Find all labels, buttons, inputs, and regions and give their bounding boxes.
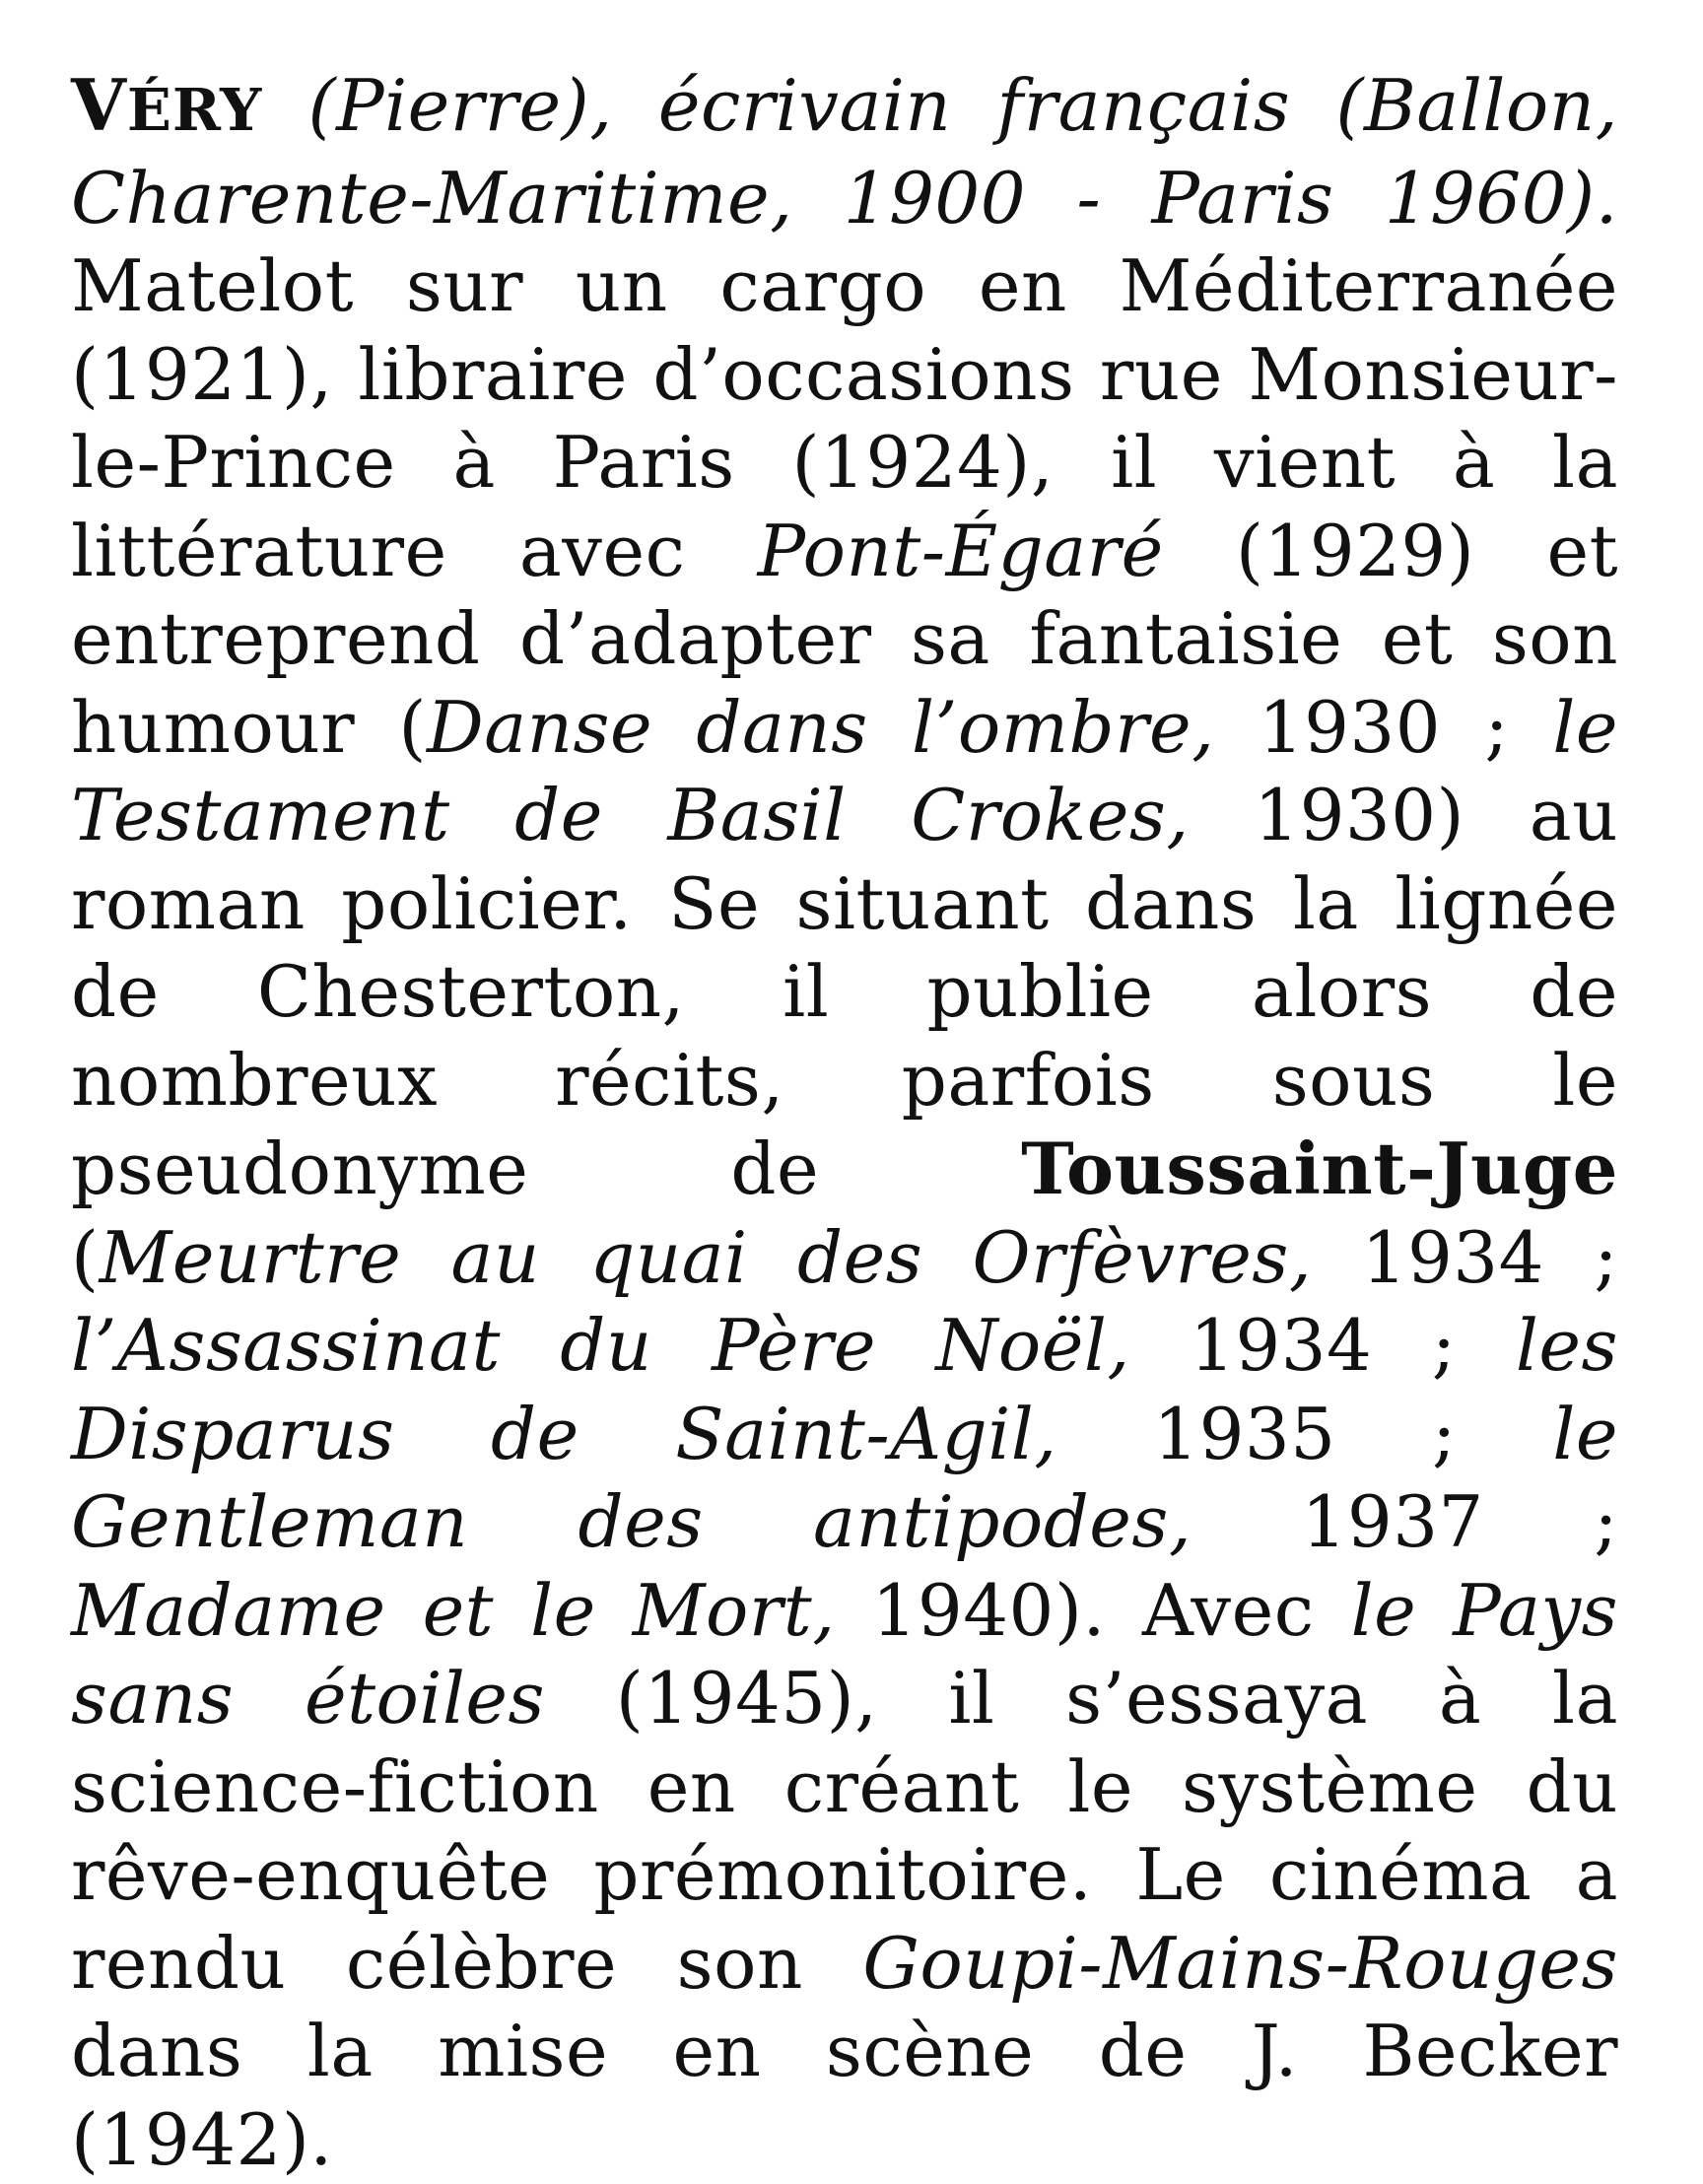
- body-text: (1945), il s’essaya à la science-fiction en créant le système du rêve-enquête prémonitoire. Le cinéma a rendu célèbre son: [71, 1657, 1618, 2005]
- body-text: dans la mise en scène de J. Becker (1942).: [71, 2010, 1618, 2181]
- body-text: 1930) au roman policier. Se situant dans la lignée de Chesterton, il publie alors de nombreux récits, parfois sous le pseudonyme de: [71, 774, 1619, 1210]
- body-text: Matelot sur un cargo en Méditerranée (1921), libraire d’occasions rue Monsieur-le-Prince à Paris (1924), il vient à la littérature avec: [71, 244, 1618, 592]
- work-title-pont-egare: Pont-Égaré: [757, 509, 1164, 592]
- body-text: 1934 ;: [1361, 1215, 1619, 1299]
- work-title-pays-sans-etoiles: le Pays sans étoiles: [71, 1568, 1618, 1740]
- work-title-goupi-mains-rouges: Goupi-Mains-Rouges: [862, 1921, 1618, 2005]
- body-text: (1929) et entreprend d’adapter sa fantaisie et son humour (: [71, 509, 1618, 769]
- work-title-disparus-saint-agil: les Disparus de Saint-Agil,: [71, 1304, 1618, 1475]
- body-text: (: [71, 1215, 100, 1299]
- body-text: 1935 ;: [1153, 1392, 1457, 1475]
- biographical-note: (Pierre), écrivain français (Ballon, Charente-Maritime, 1900 - Paris 1960).: [71, 64, 1619, 239]
- body-text: 1934 ;: [1190, 1304, 1457, 1387]
- body-text: 1940). Avec: [871, 1568, 1315, 1652]
- work-title-danse-dans-l-ombre: Danse dans l’ombre,: [427, 685, 1215, 769]
- work-title-testament-basil-crokes: le Testament de Basil Crokes,: [71, 685, 1618, 856]
- work-title-assassinat-pere-noel: l’Assassinat du Père Noël,: [71, 1304, 1130, 1387]
- headword-rest: ÉRY: [126, 76, 263, 144]
- pseudonym: Toussaint-Juge: [1021, 1126, 1618, 1210]
- body-text: 1937 ;: [1301, 1480, 1618, 1563]
- encyclopedia-entry: [71, 61, 1618, 2184]
- body-text: 1930 ;: [1258, 685, 1510, 769]
- work-title-gentleman-antipodes: le Gentleman des antipodes,: [71, 1392, 1619, 1563]
- work-title-madame-et-le-mort: Madame et le Mort,: [71, 1568, 836, 1652]
- work-title-meurtre-quai-orfevres: Meurtre au quai des Orfèvres,: [99, 1215, 1313, 1299]
- entry-headword: [71, 63, 262, 147]
- headword-initial: V: [71, 63, 127, 147]
